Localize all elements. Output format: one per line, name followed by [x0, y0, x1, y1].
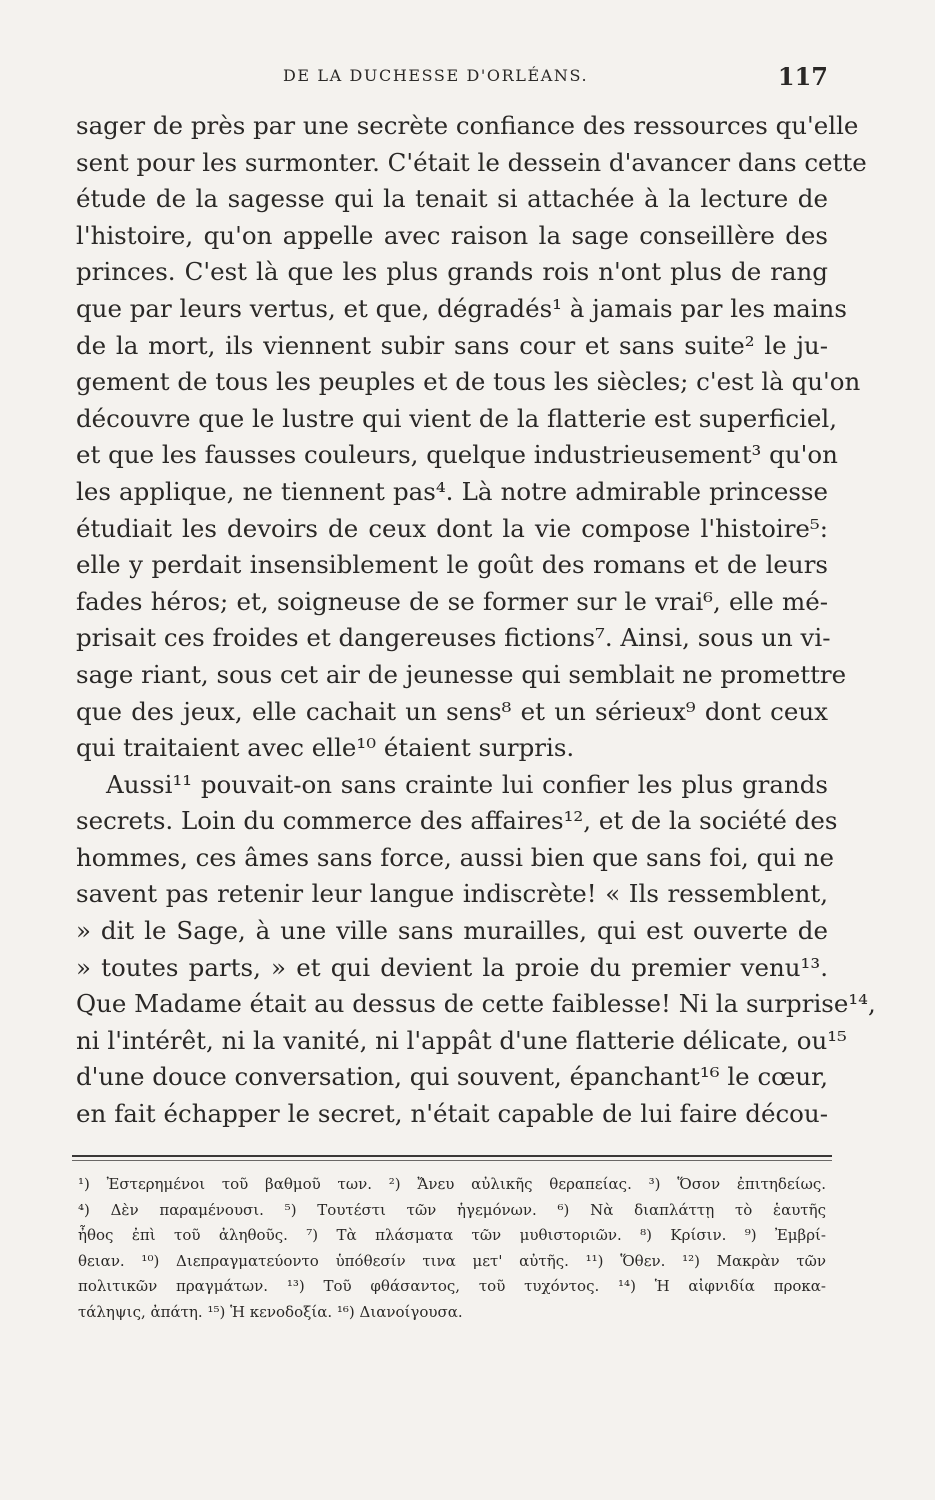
- text-line: d'une douce conversation, qui souvent, épanchant¹⁶ le cœur,: [76, 1062, 828, 1092]
- body-text: [76, 108, 876, 1133]
- text-line: que des jeux, elle cachait un sens⁸ et un sérieux⁹ dont ceux: [76, 696, 828, 726]
- footnote-line: ¹) Ἐστερημένοι τοῦ βαθμοῦ των. ²) Ἄνευ αὐλικῆς θεραπείας. ³) Ὅσον ἐπιτηδείως.: [78, 1175, 826, 1193]
- text-line: » dit le Sage, à une ville sans murailles, qui est ouverte de: [76, 916, 828, 946]
- running-head: [78, 62, 828, 92]
- text-line: étude de la sagesse qui la tenait si attachée à la lecture de: [76, 184, 828, 214]
- text-line: ni l'intérêt, ni la vanité, ni l'appât d'une flatterie délicate, ou¹⁵: [76, 1025, 847, 1055]
- paragraph-start-line: Aussi¹¹ pouvait-on sans crainte lui confier les plus grands: [106, 769, 828, 799]
- text-line: en fait échapper le secret, n'était capable de lui faire décou-: [76, 1099, 828, 1129]
- text-line: princes. C'est là que les plus grands rois n'ont plus de rang: [76, 257, 828, 287]
- footnote-line: ⁴) Δὲν παραμένουσι. ⁵) Τουτέστι τῶν ἡγεμόνων. ⁶) Νὰ διαπλάττῃ τὸ ἑαυτῆς: [78, 1200, 826, 1219]
- running-title: DE LA DUCHESSE D'ORLÉANS.: [283, 66, 589, 85]
- footnotes: [78, 1172, 826, 1325]
- paragraph-end-line: qui traitaient avec elle¹⁰ étaient surpris.: [76, 733, 575, 763]
- text-line: secrets. Loin du commerce des affaires¹², et de la société des: [76, 806, 838, 836]
- text-line: Que Madame était au dessus de cette faiblesse! Ni la surprise¹⁴,: [76, 989, 876, 1019]
- footnote-line: τάληψις, ἀπάτη. ¹⁵) Ἡ κενοδοξία. ¹⁶) Διανοίγουσα.: [78, 1302, 463, 1321]
- text-line: les applique, ne tiennent pas⁴. Là notre admirable princesse: [76, 476, 828, 506]
- text-line: sager de près par une secrète confiance des ressources qu'elle: [76, 111, 859, 140]
- page-number: 117: [777, 62, 828, 91]
- text-line: savent pas retenir leur langue indiscrète! « Ils ressemblent,: [76, 879, 828, 909]
- text-line: découvre que le lustre qui vient de la flatterie est superficiel,: [76, 403, 837, 433]
- text-line: sage riant, sous cet air de jeunesse qui semblait ne promettre: [76, 659, 847, 689]
- footnote-divider: [72, 1155, 832, 1157]
- text-line: et que les fausses couleurs, quelque industrieusement³ qu'on: [76, 440, 838, 470]
- text-line: gement de tous les peuples et de tous les siècles; c'est là qu'on: [76, 367, 861, 397]
- text-line: prisait ces froides et dangereuses fictions⁷. Ainsi, sous un vi-: [76, 623, 831, 653]
- text-line: » toutes parts, » et qui devient la proie du premier venu¹³.: [76, 952, 828, 982]
- text-line: elle y perdait insensiblement le goût des romans et de leurs: [76, 550, 828, 580]
- text-line: l'histoire, qu'on appelle avec raison la sage conseillère des: [76, 220, 828, 250]
- footnote-line: θειαν. ¹⁰) Διεπραγματεύοντο ὑπόθεσίν τινα μετ' αὐτῆς. ¹¹) Ὅθεν. ¹²) Μακρὰν τῶν: [78, 1251, 826, 1270]
- text-line: que par leurs vertus, et que, dégradés¹ à jamais par les mains: [76, 293, 847, 323]
- footnote-line: ἦθος ἐπὶ τοῦ ἀληθοῦς. ⁷) Τὰ πλάσματα τῶν μυθιστοριῶν. ⁸) Κρίσιν. ⁹) Ἐμβρί-: [78, 1226, 826, 1244]
- text-line: de la mort, ils viennent subir sans cour et sans suite² le ju-: [76, 330, 828, 360]
- text-line: sent pour les surmonter. C'était le dessein d'avancer dans cette: [76, 147, 867, 177]
- text-line: fades héros; et, soigneuse de se former sur le vrai⁶, elle mé-: [76, 586, 828, 616]
- footnote-line: πολιτικῶν πραγμάτων. ¹³) Τοῦ φθάσαντος, τοῦ τυχόντος. ¹⁴) Ἡ αἰφνιδία προκα-: [78, 1277, 826, 1295]
- text-line: hommes, ces âmes sans force, aussi bien que sans foi, qui ne: [76, 842, 834, 872]
- text-line: étudiait les devoirs de ceux dont la vie compose l'histoire⁵:: [76, 513, 828, 543]
